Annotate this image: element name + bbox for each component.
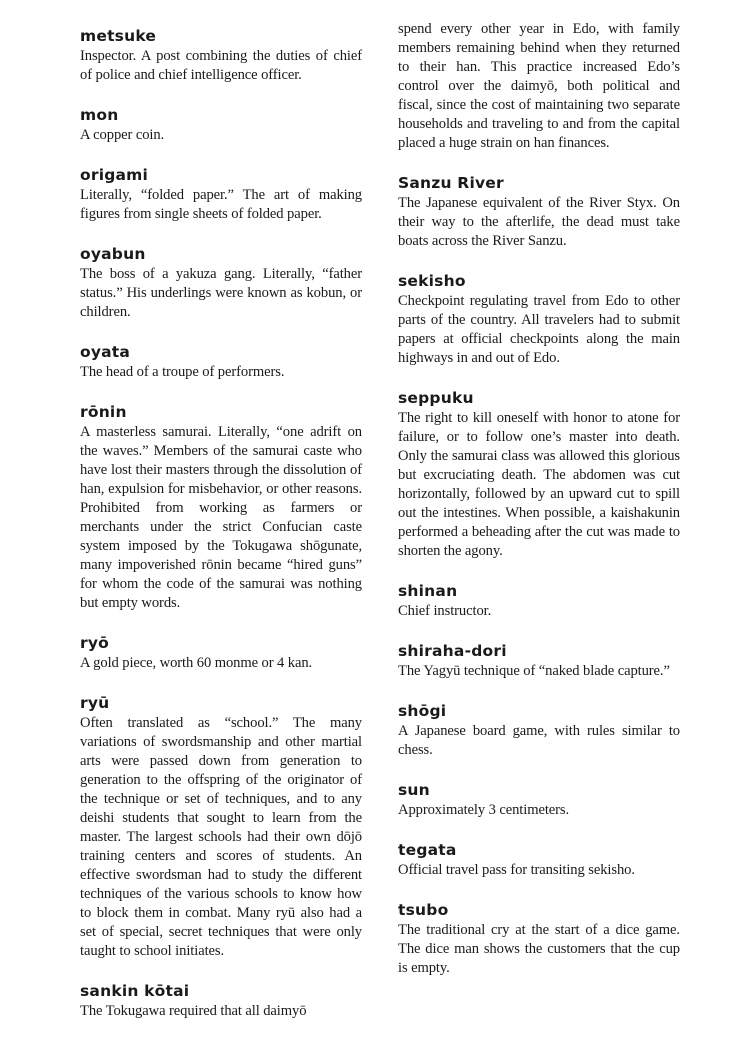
glossary-definition: The traditional cry at the start of a dice game. The dice man shows the customers that the cup is empty. [398,922,680,976]
glossary-term: metsuke [80,27,157,45]
glossary-entry-tsubo [398,900,680,978]
glossary-entry-oyabun [80,244,362,322]
glossary-entry-origami [80,165,362,224]
glossary-term: Sanzu River [398,174,504,192]
continued-definition: spend every other year in Edo, with family members remaining behind when they returned to their han. This practice increased Edo’s control over the daimyō, both political and fiscal, since the cost of maintaining two separate households and traveling to and from the capital placed a huge strain on han finances. [398,21,680,151]
glossary-entry-ryo [80,633,362,673]
glossary-entry-ryu [80,693,362,961]
glossary-term: sekisho [398,272,466,290]
glossary-entry-oyata [80,342,362,382]
glossary-entry-sankin-kotai [80,981,362,1021]
glossary-term: sankin kōtai [80,982,190,1000]
glossary-definition: Approximately 3 centimeters. [398,802,570,818]
glossary-definition: The right to kill oneself with honor to atone for failure, or to follow one’s master into death. Only the samurai class was allowed this glorious but excruciating death. The abdomen was cut horizontally, followed by an upward cut to spill out the intestines. When possible, a kaishakunin performed a beheading after the cut was made to shorten the agony. [398,410,680,559]
glossary-entry-tegata [398,840,680,880]
glossary-entry-sanzu-river [398,173,680,251]
glossary-term: ryū [80,694,110,712]
glossary-definition: Official travel pass for transiting sekisho. [398,862,635,878]
glossary-definition: The boss of a yakuza gang. Literally, “father status.” His underlings were known as kobun, or children. [80,266,362,320]
left-column [80,26,362,1021]
glossary-term: shiraha-dori [398,642,507,660]
glossary-definition: The Yagyū technique of “naked blade capture.” [398,663,670,679]
glossary-definition: A copper coin. [80,127,165,143]
glossary-term: rōnin [80,403,127,421]
glossary-definition: Inspector. A post combining the duties of chief of police and chief intelligence officer. [80,48,362,83]
glossary-entry-seppuku [398,388,680,561]
glossary-entry-shinan [398,581,680,621]
glossary-term: seppuku [398,389,474,407]
glossary-definition: Often translated as “school.” The many variations of swordsmanship and other martial arts were passed down from generation to generation to the offspring of the originator of the technique or set of techniques, and to any deishi students that sought to learn from the master. The largest schools had their own dōjō training centers and scores of students. An effective swordsman had to study the different techniques of the various schools to know how to block them in combat. Many ryū also had a set of special, secret techniques that were only taught to school initiates. [80,715,362,959]
glossary-term: ryō [80,634,109,652]
glossary-term: sun [398,781,430,799]
glossary-definition: Chief instructor. [398,603,492,619]
glossary-entry-shiraha-dori [398,641,680,681]
glossary-entry-sekisho [398,271,680,368]
glossary-definition: The Japanese equivalent of the River Styx. On their way to the afterlife, the dead must take boats across the River Sanzu. [398,195,680,249]
right-column [398,20,680,978]
glossary-entry-mon [80,105,362,145]
glossary-term: shōgi [398,702,447,720]
glossary-definition: Literally, “folded paper.” The art of making figures from single sheets of folded paper. [80,187,362,222]
glossary-term: shinan [398,582,458,600]
glossary-entry-metsuke [80,26,362,85]
glossary-entry-shogi [398,701,680,760]
glossary-entry-ronin [80,402,362,613]
glossary-definition: A gold piece, worth 60 monme or 4 kan. [80,655,313,671]
glossary-definition: The Tokugawa required that all daimyō [80,1003,307,1019]
glossary-term: tegata [398,841,457,859]
glossary-definition: The head of a troupe of performers. [80,364,285,380]
glossary-term: oyata [80,343,131,361]
glossary-term: oyabun [80,245,146,263]
glossary-term: origami [80,166,149,184]
glossary-term: tsubo [398,901,449,919]
glossary-entry-sun [398,780,680,820]
glossary-term: mon [80,106,119,124]
glossary-definition: A Japanese board game, with rules similar to chess. [398,723,680,758]
glossary-definition: Checkpoint regulating travel from Edo to other parts of the country. All travelers had to submit papers at official checkpoints along the main highways in and out of Edo. [398,293,680,366]
glossary-definition: A masterless samurai. Literally, “one adrift on the waves.” Members of the samurai caste who have lost their masters through the dissolution of han, expulsion for misbehavior, or other reasons. Prohibited from working as farmers or merchants under the strict Confucian caste system imposed by the Tokugawa shōgunate, many impoverished rōnin became “hired guns” for whom the code of the samurai was nothing but empty words. [80,424,362,611]
